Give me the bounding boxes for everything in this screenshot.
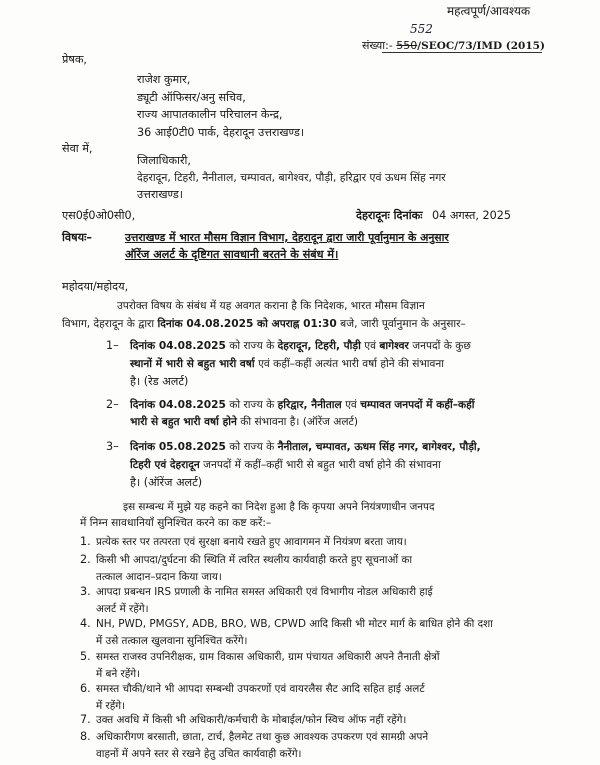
measure-7-line-1: उक्त अवधि में किसी भी अधिकारी/कर्मचारी के मोबाईल/फोन स्विच ऑफ नहीं रहेंगे। <box>96 714 407 726</box>
forecast-1-conj: एवं <box>364 340 376 352</box>
measure-3-line-1: आपदा प्रबन्धन IRS प्रणाली के नामित समस्त अधिकारी एवं विभागीय नोडल अधिकारी हाई <box>96 586 433 598</box>
reference-label: संख्या:- <box>362 39 393 52</box>
measure-8-line-1: अधिकारीगण बरसाती, छाता, टार्च, हैलमेट तथा कुछ आवश्यक उपकरण एवं सामग्री अपने <box>96 731 429 743</box>
measure-3-line-2: अलर्ट में रहेंगे। <box>96 603 149 615</box>
forecast-2-line-1 <box>130 398 475 412</box>
forecast-1-rain: स्थानों में भारी से बहुत भारी वर्षा <box>130 358 255 370</box>
forecast-2-rain: भारी से बहुत भारी वर्षा होने <box>130 416 237 428</box>
recipient-districts: देहरादून, टिहरी, नैनीताल, चम्पावत, बागेश्वर, पौड़ी, हरिद्वार एवं ऊधम सिंह नगर <box>137 171 446 184</box>
directive-line-1: इस सम्बन्ध में मुझे यह कहने का निदेश हुआ है कि कृपया अपने नियंत्रणाधीन जनपद <box>123 501 435 513</box>
measure-4-line-2: में उसे तत्काल खुलवाना सुनिश्चित करेंगे। <box>96 635 248 647</box>
date-label: देहरादूनः दिनांकः <box>356 209 423 222</box>
intro-line-2 <box>62 317 466 331</box>
sender-label: प्रेषक, <box>62 53 87 66</box>
forecast-1-date: दिनांक 04.08.2025 <box>130 340 226 352</box>
measure-4-line-1: NH, PWD, PMGSY, ADB, BRO, WB, CPWD आदि किसी भी मोटर मार्ग के बाधित होने की दशा <box>96 618 493 630</box>
forecast-1-districts: देहरादून, टिहरी, पौड़ी <box>277 340 361 352</box>
measure-4-number: 4. <box>80 617 91 630</box>
reference-suffix: /SEOC/73/IMD (2015) <box>417 40 545 52</box>
measure-5-number: 5. <box>80 650 91 663</box>
reference-underline <box>382 52 542 53</box>
recipient-state: उत्तराखण्ड। <box>137 188 184 201</box>
intro-line-1: उपरोक्त विषय के संबंध में यह अवगत कराना है कि निदेशक, भारत मौसम विज्ञान <box>117 300 425 312</box>
measure-7-number: 7. <box>80 713 91 726</box>
forecast-3-text: को राज्य के <box>229 441 275 453</box>
forecast-1-line-2 <box>130 357 444 371</box>
measure-5-line-2: में बने रहेंगे। <box>96 668 141 680</box>
forecast-2-number: 2– <box>106 398 119 411</box>
measure-1-line-1: प्रत्येक स्तर पर तत्परता एवं सुरक्षा बनाये रखते हुए आवागमन में नियंत्रण बरता जाय। <box>96 536 407 548</box>
importance-label: महत्वपूर्ण/आवश्यक <box>447 4 531 18</box>
reference-struck-number: 550 <box>396 39 418 52</box>
recipient-title: जिलाधिकारी, <box>137 154 191 167</box>
forecast-1-line-1 <box>130 339 471 353</box>
forecast-1-alert: है। (रेड अलर्ट) <box>130 375 189 388</box>
date-value: 04 अगस्त, 2025 <box>432 209 511 222</box>
measure-2-line-1: किसी भी आपदा/दुर्घटना की स्थिति में त्वरित स्थलीय कार्यवाही करते हुए सूचनाओं का <box>96 554 413 566</box>
measure-2-line-2: तत्काल आदान–प्रदान किया जाय। <box>96 571 222 583</box>
forecast-3-alert: है। (ऑरेंज अलर्ट) <box>130 476 203 489</box>
sender-office: राज्य आपातकालीन परिचालन केन्द्र, <box>137 108 283 121</box>
sender-designation: ड्यूटी ऑफिसर/अनु सचिव, <box>137 91 246 104</box>
subject-line-2: ऑरेंज अलर्ट के दृष्टिगत सावधानी बरतने के संबंध में। <box>125 248 339 261</box>
forecast-1-tail: जनपदों के कुछ <box>412 340 471 352</box>
forecast-2-line-2 <box>130 415 358 429</box>
reference-number <box>362 38 545 53</box>
reference-handwritten-number: 552 <box>410 22 433 36</box>
measure-8-line-2: वाहनों में अपने स्तर से रखने हेतु उचित कार्यवाही करेंगे। <box>96 748 302 760</box>
forecast-2-tail: जनपदों में कहीं–कहीं <box>394 399 475 411</box>
salutation: महोदया/महोदय, <box>62 280 129 293</box>
directive-line-2: में निम्न सावधानियाँ सुनिश्चित करने का कष्ट करें:– <box>80 517 272 529</box>
forecast-2-text: को राज्य के <box>229 399 275 411</box>
intro-line-2-b: दिनांक 04.08.2025 को अपराह्न 01:30 <box>157 318 337 330</box>
forecast-2-districts: हरिद्वार, नैनीताल <box>277 399 342 411</box>
measure-2-number: 2. <box>80 553 91 566</box>
office-code: एस0ई0ओ0सी0, <box>62 209 136 222</box>
issue-date <box>356 208 511 223</box>
measure-6-number: 6. <box>80 682 91 695</box>
measure-6-line-1: समस्त चौकी/थाने भी आपदा सम्बन्धी उपकरणों एवं वायरलैस सैट आदि सहित हाई अलर्ट <box>96 683 425 695</box>
forecast-3-districts-extra: टिहरी एवं देहरादून <box>130 459 200 471</box>
forecast-3-date: दिनांक 05.08.2025 <box>130 441 226 453</box>
forecast-3-line-1 <box>130 440 481 454</box>
measure-3-number: 3. <box>80 585 91 598</box>
subject-line-1: उत्तराखण्ड में भारत मौसम विज्ञान विभाग, देहरादून द्वारा जारी पूर्वानुमान के अनुसार <box>125 231 449 244</box>
forecast-2-conj: एवं <box>345 399 357 411</box>
forecast-1-district-extra: बागेश्वर <box>379 340 409 352</box>
intro-line-2-c: बजे, जारी पूर्वानुमान के अनुसार– <box>340 318 466 330</box>
forecast-3-number: 3– <box>106 440 119 453</box>
intro-line-2-a: विभाग, देहरादून के द्वारा <box>62 318 155 330</box>
sender-address: 36 आई0टी0 पार्क, देहरादून उत्तराखण्ड। <box>137 126 305 139</box>
sender-name: राजेश कुमार, <box>137 73 191 86</box>
forecast-2-alert: की संभावना है। (ऑरेंज अलर्ट) <box>240 416 359 428</box>
measure-8-number: 8. <box>80 730 91 743</box>
forecast-1-text: को राज्य के <box>229 340 275 352</box>
forecast-1-number: 1– <box>106 339 119 352</box>
forecast-3-line-2 <box>130 458 441 472</box>
measure-6-line-2: में रहेंगे। <box>96 700 126 712</box>
recipient-label: सेवा में, <box>62 142 93 155</box>
measure-1-number: 1. <box>80 535 91 548</box>
forecast-1-rain-extra: एवं कहीं–कहीं अत्यंत भारी वर्षा होने की संभावना <box>258 358 445 370</box>
measure-5-line-1: समस्त राजस्व उपनिरीक्षक, ग्राम विकास अधिकारी, ग्राम पंचायत अधिकारी अपने तैनाती क्षेत्रों <box>96 651 440 663</box>
forecast-3-districts: नैनीताल, चम्पावत, ऊधम सिंह नगर, बागेश्वर, पौड़ी, <box>277 441 481 453</box>
forecast-2-district-extra: चम्पावत <box>360 399 391 411</box>
forecast-3-rain: जनपदों में कहीं–कहीं भारी से बहुत भारी वर्षा होने की संभावना <box>203 459 441 471</box>
forecast-2-date: दिनांक 04.08.2025 <box>130 399 226 411</box>
subject-label: विषयः– <box>62 231 92 244</box>
